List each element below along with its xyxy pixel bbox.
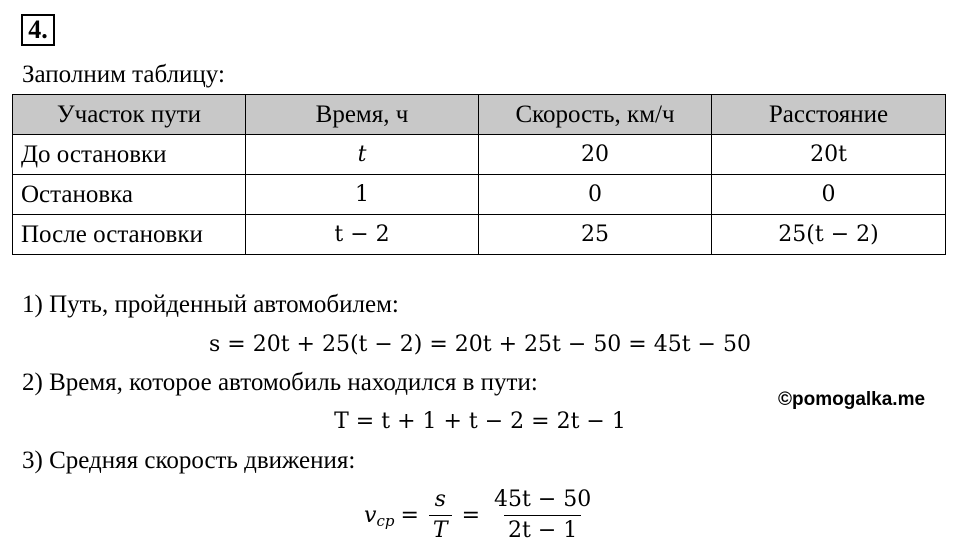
fraction-s-over-t (429, 485, 452, 546)
fraction-numerator: s (434, 486, 446, 512)
table-cell: 20 (479, 135, 712, 175)
table-header-row (13, 95, 946, 135)
table-cell: 0 (712, 175, 946, 215)
table-cell: 1 (246, 175, 479, 215)
table-cell: 0 (479, 175, 712, 215)
step-1-label: 1) Путь, пройденный автомобилем: (22, 291, 399, 318)
velocity-subscript: ср (376, 512, 395, 530)
table-cell: После остановки (13, 215, 246, 255)
step-1-formula: s = 20t + 25(t − 2) = 20t + 25t − 50 = 45t − 50 (209, 332, 751, 357)
table-row (13, 135, 946, 175)
intro-text: Заполним таблицу: (22, 61, 225, 88)
table-cell: t − 2 (246, 215, 479, 255)
final-formula (364, 480, 599, 550)
table-cell: До остановки (13, 135, 246, 175)
table-header: Время, ч (246, 95, 479, 135)
data-table (12, 94, 946, 255)
fraction-denominator: 2t − 1 (504, 515, 581, 546)
table-cell: Остановка (13, 175, 246, 215)
step-3-label: 3) Средняя скорость движения: (22, 447, 356, 474)
table-cell: 20t (712, 135, 946, 175)
step-2-formula: T = t + 1 + t − 2 = 2t − 1 (334, 409, 626, 434)
table-header: Участок пути (13, 95, 246, 135)
table-header: Скорость, км/ч (479, 95, 712, 135)
problem-number: 4. (21, 14, 55, 46)
table-header: Расстояние (712, 95, 946, 135)
fraction-denominator: T (429, 515, 452, 546)
table-row (13, 215, 946, 255)
table-cell: 25(t − 2) (712, 215, 946, 255)
equals-sign: = (461, 502, 481, 528)
table-row (13, 175, 946, 215)
watermark: ©pomogalka.me (778, 389, 926, 410)
velocity-symbol: v (364, 502, 377, 528)
equals-sign: = (400, 502, 419, 528)
table-cell: 25 (479, 215, 712, 255)
fraction-result (490, 485, 595, 546)
step-2-label: 2) Время, которое автомобиль находился в пути: (22, 369, 538, 396)
table-cell: t (246, 135, 479, 175)
fraction-numerator: 45t − 50 (494, 486, 592, 512)
